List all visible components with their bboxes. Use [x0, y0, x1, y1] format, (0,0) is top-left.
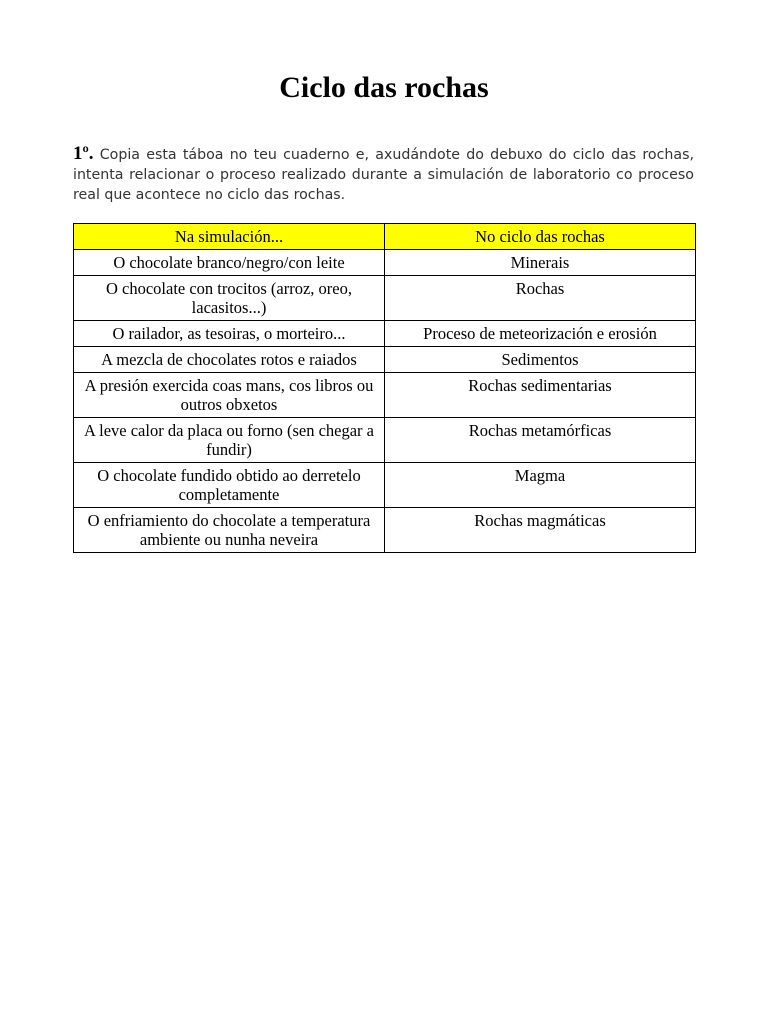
rock-cycle-cell: Rochas magmáticas	[385, 508, 696, 553]
rock-cycle-cell: Rochas metamórficas	[385, 418, 696, 463]
table-row	[74, 250, 696, 276]
simulation-cell: O railador, as tesoiras, o morteiro...	[74, 321, 385, 347]
header-simulation: Na simulación...	[74, 224, 385, 250]
table-row	[74, 347, 696, 373]
rock-cycle-cell: Proceso de meteorización e erosión	[385, 321, 696, 347]
rock-cycle-cell: Rochas	[385, 276, 696, 321]
simulation-cell: O chocolate con trocitos (arroz, oreo, lacasitos...)	[74, 276, 385, 321]
table-row	[74, 508, 696, 553]
simulation-cell: O chocolate fundido obtido ao derretelo completamente	[74, 463, 385, 508]
table-row	[74, 463, 696, 508]
simulation-cell: O enfriamiento do chocolate a temperatura ambiente ou nunha neveira	[74, 508, 385, 553]
page-title: Ciclo das rochas	[279, 71, 489, 104]
simulation-mapping-table	[73, 223, 696, 553]
rock-cycle-cell: Sedimentos	[385, 347, 696, 373]
simulation-cell: A leve calor da placa ou forno (sen chegar a fundir)	[74, 418, 385, 463]
instruction-text: Copia esta táboa no teu cuaderno e, axudándote do debuxo do ciclo das rochas, intenta relacionar o proceso realizado durante a simulación de laboratorio co proceso real que acontece no ciclo das rochas.	[73, 147, 694, 203]
simulation-cell: A presión exercida coas mans, cos libros ou outros obxetos	[74, 373, 385, 418]
rock-cycle-cell: Magma	[385, 463, 696, 508]
instruction-paragraph	[73, 144, 694, 205]
table-row	[74, 276, 696, 321]
header-rock-cycle: No ciclo das rochas	[385, 224, 696, 250]
question-number: 1º.	[73, 143, 94, 164]
rock-cycle-cell: Rochas sedimentarias	[385, 373, 696, 418]
rock-cycle-cell: Minerais	[385, 250, 696, 276]
table-row	[74, 373, 696, 418]
table-row	[74, 418, 696, 463]
simulation-cell: O chocolate branco/negro/con leite	[74, 250, 385, 276]
table-row	[74, 321, 696, 347]
simulation-cell: A mezcla de chocolates rotos e raiados	[74, 347, 385, 373]
table-header-row	[74, 224, 696, 250]
